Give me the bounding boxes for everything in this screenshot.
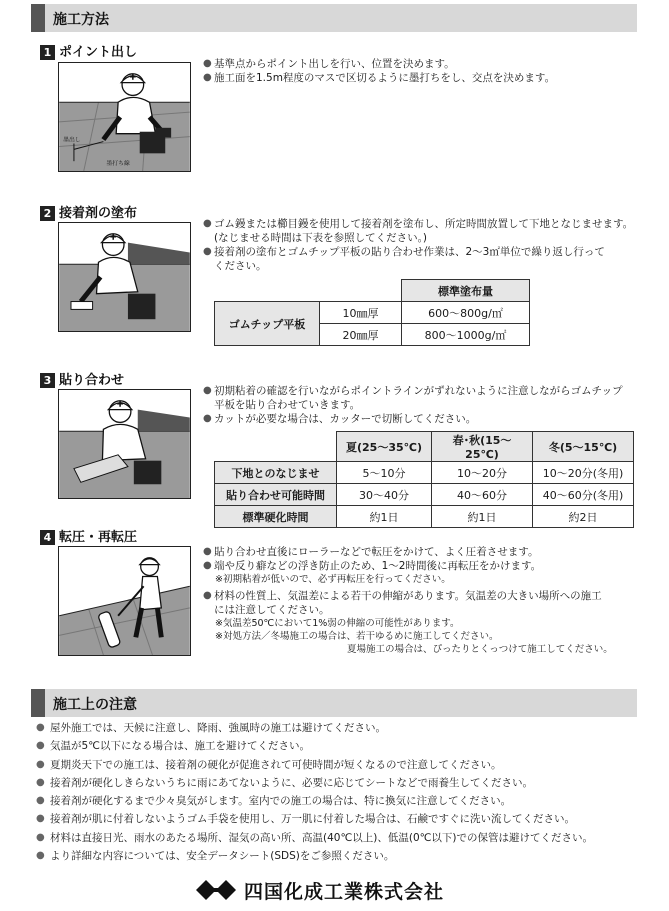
list-item: ● 夏期炎天下での施工は、接着剤の硬化が促進されて可使時間が短くなるので注意してください。: [36, 756, 646, 774]
illustration-laying: [58, 389, 191, 499]
step-number: 1: [40, 45, 55, 60]
step-4-title: 4 転圧・再転圧: [40, 526, 137, 545]
step-3-bullets: ● 初期粘着の確認を行いながらポイントラインがずれないように注意しながらゴムチップ 平板を貼り合わせていきます。 ● カットが必要な場合は、カッターで切断してください。: [203, 384, 643, 426]
step-1-title: 1 ポイント出し: [40, 41, 137, 60]
step-number: 4: [40, 530, 55, 545]
step-number: 2: [40, 206, 55, 221]
worker-rolling-icon: [59, 547, 190, 655]
worker-marking-icon: [59, 63, 190, 171]
section-header-cautions: [31, 689, 637, 717]
list-item: ● 接着剤が肌に付着しないようゴム手袋を使用し、万一肌に付着した場合は、石鹸ですぐに洗い流してください。: [36, 810, 646, 828]
diamond-logo-icon: [196, 880, 236, 900]
section-title: 施工方法: [53, 12, 109, 28]
worker-troweling-icon: [59, 223, 190, 331]
list-item: ● 材料は直接日光、雨水のあたる場所、湿気の高い所、高温(40℃以上)、低温(0℃以下)での保管は避けてください。: [36, 829, 646, 847]
list-item: ● 接着剤が硬化しきらないうちに雨にあてないように、必要に応じてシートなどで雨養生してください。: [36, 774, 646, 792]
list-item: ● より詳細な内容については、安全データシート(SDS)をご参照ください。: [36, 847, 646, 865]
step-2-title: 2 接着剤の塗布: [40, 202, 137, 221]
company-logo: [196, 878, 444, 902]
step-4-bullets: ● 貼り合わせ直後にローラーなどで転圧をかけて、よく圧着させます。 ● 端や反り癖などの浮き防止のため、1～2時間後に再転圧をかけます。 ※初期粘着が低いので、必ず再転圧を行ってください。 ● 材料の性質上、気温差による若干の伸縮があります。気温差の大きい場所への施工 には注意してください。 ※気温差50℃において1%弱の伸縮の可能性があります。 ※対処方法／冬場施工の場合は、若干ゆるめに施工してください。 夏場施工の場合は、ぴったりとくっつけて施工してください。: [203, 545, 643, 656]
illustration-adhesive: [58, 222, 191, 332]
table-header: 標準塗布量: [402, 280, 530, 302]
step-1-bullets: ● 基準点からポイント出しを行い、位置を決めます。 ● 施工面を1.5m程度のマスで区切るように墨打ちをし、交点を決めます。: [203, 57, 643, 85]
list-item: ● 屋外施工では、天候に注意し、降雨、強風時の施工は避けてください。: [36, 719, 646, 737]
chalk-line-label: 墨打ち線: [106, 161, 130, 168]
marking-label: 墨出し: [63, 137, 81, 144]
illustration-rolling: [58, 546, 191, 656]
step-number: 3: [40, 373, 55, 388]
step-2-bullets: ● ゴム鏝または櫛目鏝を使用して接着剤を塗布し、所定時間放置して下地となじませます。 (なじませる時間は下表を参照してください。) ● 接着剤の塗布とゴムチップ平板の貼り合わせ作業は、2～3㎡単位で繰り返し行って ください。: [203, 217, 643, 273]
list-item: ● 接着剤が硬化するまで少々臭気がします。室内での施工の場合は、特に換気に注意してください。: [36, 792, 646, 810]
curing-time-table: 夏(25～35℃) 春･秋(15～25℃) 冬(5～15℃) 下地とのなじませ 5～10分 10～20分 10～20分(冬用) 貼り合わせ可能時間 30～40分 40～60分 40～60分(冬用) 標準硬化時間 約1日 約1日 約2日: [214, 431, 634, 528]
company-name: 四国化成工業株式会社: [244, 880, 445, 903]
coverage-table: 標準塗布量 ゴムチップ平板 10㎜厚 600～800g/㎡ 20㎜厚 800～1000g/㎡: [214, 279, 530, 346]
section-title: 施工上の注意: [53, 697, 137, 713]
row-label: ゴムチップ平板: [215, 302, 320, 346]
section-header-method: [31, 4, 637, 32]
worker-laying-icon: [59, 390, 190, 498]
caution-list: [36, 719, 646, 865]
illustration-point-marking: [58, 62, 191, 172]
step-3-title: 3 貼り合わせ: [40, 369, 124, 388]
list-item: ● 気温が5℃以下になる場合は、施工を避けてください。: [36, 737, 646, 755]
